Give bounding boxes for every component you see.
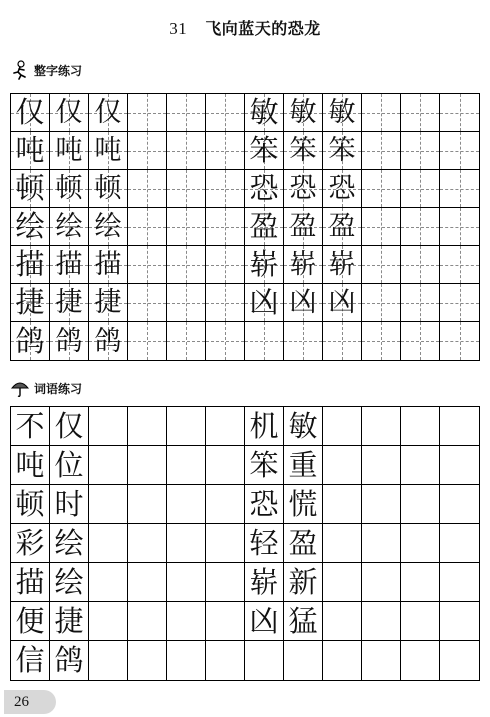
practice-cell xyxy=(11,208,50,246)
practice-character: 凶 xyxy=(249,285,279,319)
word-cell xyxy=(206,602,245,641)
word-cell xyxy=(167,602,206,641)
practice-cell xyxy=(440,170,479,208)
practice-cell xyxy=(50,170,89,208)
practice-character: 凶 xyxy=(328,287,356,318)
word-cell xyxy=(362,563,401,602)
word-cell xyxy=(362,446,401,485)
word-cell xyxy=(284,485,323,524)
practice-cell xyxy=(89,132,128,170)
practice-cell xyxy=(167,284,206,322)
practice-cell xyxy=(89,170,128,208)
word-cell xyxy=(50,485,89,524)
practice-cell xyxy=(50,132,89,170)
word-cell xyxy=(89,641,128,680)
practice-character: 鸽 xyxy=(15,323,45,358)
practice-cell xyxy=(284,284,323,322)
practice-cell xyxy=(206,322,245,360)
practice-character: 仅 xyxy=(55,97,83,128)
word-cell xyxy=(167,641,206,680)
practice-cell xyxy=(128,284,167,322)
word-cell xyxy=(11,641,50,680)
practice-character: 盈 xyxy=(289,211,317,242)
word-cell xyxy=(89,485,128,524)
practice-character: 崭 xyxy=(328,249,356,280)
practice-cell xyxy=(401,208,440,246)
word-character: 慌 xyxy=(288,486,318,521)
practice-cell xyxy=(362,132,401,170)
section-label: 词语练习 xyxy=(34,381,83,396)
practice-cell xyxy=(401,94,440,132)
char-practice-grid xyxy=(10,93,480,361)
word-character: 绘 xyxy=(54,564,84,599)
practice-character: 笨 xyxy=(289,135,317,166)
word-cell xyxy=(362,407,401,446)
word-cell xyxy=(323,641,362,680)
practice-cell xyxy=(50,322,89,360)
practice-cell xyxy=(50,246,89,284)
practice-cell xyxy=(323,94,362,132)
practice-character: 捷 xyxy=(94,287,122,318)
word-cell xyxy=(206,563,245,602)
word-character: 恐 xyxy=(249,486,279,521)
word-cell xyxy=(323,407,362,446)
word-character: 盈 xyxy=(288,525,318,560)
practice-character: 吨 xyxy=(55,135,83,166)
practice-cell xyxy=(245,246,284,284)
practice-cell xyxy=(323,284,362,322)
word-cell xyxy=(50,407,89,446)
word-cell xyxy=(167,407,206,446)
word-cell xyxy=(245,641,284,680)
practice-character: 恐 xyxy=(289,173,317,204)
word-character: 顿 xyxy=(15,486,45,521)
practice-cell xyxy=(128,170,167,208)
practice-character: 敏 xyxy=(289,97,317,128)
practice-cell xyxy=(11,170,50,208)
word-cell xyxy=(440,407,479,446)
word-cell xyxy=(440,563,479,602)
practice-character: 绘 xyxy=(55,211,83,242)
practice-character: 恐 xyxy=(249,171,279,205)
practice-cell xyxy=(362,284,401,322)
word-cell xyxy=(50,524,89,563)
word-cell xyxy=(323,563,362,602)
word-cell xyxy=(206,485,245,524)
practice-cell xyxy=(245,94,284,132)
word-cell xyxy=(440,485,479,524)
practice-character: 顿 xyxy=(15,171,45,205)
practice-character: 捷 xyxy=(15,285,45,319)
practice-cell xyxy=(440,94,479,132)
practice-cell xyxy=(50,94,89,132)
word-cell xyxy=(206,446,245,485)
word-cell xyxy=(401,485,440,524)
practice-cell xyxy=(50,284,89,322)
word-cell xyxy=(11,485,50,524)
practice-cell xyxy=(206,170,245,208)
practice-cell xyxy=(401,246,440,284)
word-cell xyxy=(50,563,89,602)
word-cell xyxy=(89,563,128,602)
word-character: 新 xyxy=(288,564,318,599)
practice-cell xyxy=(440,132,479,170)
practice-cell xyxy=(440,322,479,360)
practice-cell xyxy=(89,284,128,322)
practice-cell xyxy=(401,284,440,322)
word-cell xyxy=(401,641,440,680)
word-cell xyxy=(11,602,50,641)
practice-cell xyxy=(11,246,50,284)
word-cell xyxy=(323,602,362,641)
word-cell xyxy=(284,446,323,485)
word-cell xyxy=(245,407,284,446)
practice-cell xyxy=(128,132,167,170)
word-cell xyxy=(245,563,284,602)
practice-character: 盈 xyxy=(249,209,279,243)
practice-cell xyxy=(284,322,323,360)
word-cell xyxy=(50,602,89,641)
section-label: 整字练习 xyxy=(34,63,83,78)
practice-cell xyxy=(284,208,323,246)
practice-cell xyxy=(11,94,50,132)
word-cell xyxy=(128,524,167,563)
word-cell xyxy=(128,407,167,446)
practice-character: 崭 xyxy=(249,247,279,281)
word-character: 鸽 xyxy=(54,643,84,677)
word-character: 仅 xyxy=(54,408,84,443)
practice-cell xyxy=(206,284,245,322)
word-cell xyxy=(128,641,167,680)
word-cell xyxy=(245,602,284,641)
practice-cell xyxy=(11,284,50,322)
practice-character: 凶 xyxy=(289,287,317,318)
section-header-word-practice xyxy=(10,378,82,398)
word-cell xyxy=(89,407,128,446)
page-number: 26 xyxy=(4,690,56,714)
practice-character: 绘 xyxy=(94,211,122,242)
practice-cell xyxy=(323,170,362,208)
practice-cell xyxy=(401,132,440,170)
word-character: 彩 xyxy=(15,525,45,560)
word-cell xyxy=(323,485,362,524)
practice-cell xyxy=(89,322,128,360)
practice-cell xyxy=(89,246,128,284)
word-character: 绘 xyxy=(54,525,84,560)
practice-cell xyxy=(167,322,206,360)
word-cell xyxy=(245,446,284,485)
word-cell xyxy=(245,485,284,524)
practice-character: 鸽 xyxy=(94,325,122,357)
practice-character: 顿 xyxy=(94,173,122,204)
practice-character: 恐 xyxy=(328,173,356,204)
word-cell xyxy=(128,563,167,602)
word-character: 机 xyxy=(249,408,279,443)
practice-character: 绘 xyxy=(15,209,45,243)
practice-character: 笨 xyxy=(249,133,279,167)
practice-cell xyxy=(323,322,362,360)
word-cell xyxy=(440,446,479,485)
word-cell xyxy=(284,407,323,446)
practice-cell xyxy=(206,246,245,284)
word-cell xyxy=(50,446,89,485)
section-header-char-practice xyxy=(10,60,82,80)
word-cell xyxy=(284,563,323,602)
practice-character: 敏 xyxy=(249,95,279,129)
word-character: 描 xyxy=(15,564,45,599)
word-cell xyxy=(89,602,128,641)
practice-character: 顿 xyxy=(55,173,83,204)
practice-character: 崭 xyxy=(289,249,317,280)
word-cell xyxy=(284,641,323,680)
runner-icon xyxy=(10,60,30,80)
practice-cell xyxy=(245,170,284,208)
umbrella-icon xyxy=(10,378,30,398)
word-cell xyxy=(245,524,284,563)
word-cell xyxy=(440,641,479,680)
word-cell xyxy=(89,446,128,485)
practice-cell xyxy=(401,322,440,360)
word-character: 捷 xyxy=(54,603,84,638)
practice-character: 敏 xyxy=(328,97,356,128)
word-character: 信 xyxy=(15,643,45,677)
word-character: 凶 xyxy=(249,603,279,638)
word-character: 位 xyxy=(54,447,84,482)
practice-cell xyxy=(167,170,206,208)
practice-cell xyxy=(440,246,479,284)
practice-cell xyxy=(245,284,284,322)
practice-cell xyxy=(284,94,323,132)
lesson-title: 飞向蓝天的恐龙 xyxy=(205,19,321,38)
word-cell xyxy=(284,524,323,563)
word-cell xyxy=(440,602,479,641)
word-cell xyxy=(50,641,89,680)
practice-cell xyxy=(167,94,206,132)
practice-character: 吨 xyxy=(94,135,122,166)
practice-cell xyxy=(128,94,167,132)
word-cell xyxy=(128,602,167,641)
word-cell xyxy=(128,485,167,524)
practice-character: 吨 xyxy=(15,133,45,167)
word-cell xyxy=(167,563,206,602)
practice-cell xyxy=(362,246,401,284)
word-cell xyxy=(11,446,50,485)
practice-cell xyxy=(50,208,89,246)
word-character: 笨 xyxy=(249,447,279,482)
word-cell xyxy=(11,524,50,563)
practice-cell xyxy=(284,246,323,284)
word-character: 不 xyxy=(15,408,45,443)
page-title xyxy=(0,16,490,39)
word-cell xyxy=(323,524,362,563)
word-cell xyxy=(167,485,206,524)
practice-cell xyxy=(89,94,128,132)
practice-cell xyxy=(401,170,440,208)
practice-cell xyxy=(362,170,401,208)
word-character: 猛 xyxy=(288,603,318,638)
practice-character: 描 xyxy=(94,249,122,280)
practice-cell xyxy=(128,208,167,246)
practice-cell xyxy=(89,208,128,246)
word-cell xyxy=(284,602,323,641)
practice-cell xyxy=(167,132,206,170)
practice-cell xyxy=(323,132,362,170)
word-cell xyxy=(206,641,245,680)
practice-cell xyxy=(362,208,401,246)
word-character: 敏 xyxy=(288,408,318,443)
practice-cell xyxy=(440,208,479,246)
practice-cell xyxy=(245,132,284,170)
word-practice-grid xyxy=(10,406,480,681)
practice-cell xyxy=(284,132,323,170)
practice-cell xyxy=(128,246,167,284)
practice-cell xyxy=(167,208,206,246)
word-character: 轻 xyxy=(249,525,279,560)
word-cell xyxy=(362,602,401,641)
word-cell xyxy=(362,524,401,563)
practice-cell xyxy=(284,170,323,208)
word-cell xyxy=(401,602,440,641)
word-cell xyxy=(362,641,401,680)
practice-character: 描 xyxy=(15,247,45,281)
word-cell xyxy=(167,524,206,563)
practice-cell xyxy=(245,322,284,360)
word-cell xyxy=(206,524,245,563)
practice-cell xyxy=(440,284,479,322)
practice-character: 鸽 xyxy=(55,325,83,357)
practice-cell xyxy=(206,132,245,170)
word-cell xyxy=(89,524,128,563)
practice-cell xyxy=(206,94,245,132)
word-character: 崭 xyxy=(249,564,279,599)
practice-cell xyxy=(362,322,401,360)
word-character: 吨 xyxy=(15,447,45,482)
practice-character: 捷 xyxy=(55,287,83,318)
word-cell xyxy=(440,524,479,563)
word-cell xyxy=(128,446,167,485)
practice-cell xyxy=(11,322,50,360)
practice-character: 仅 xyxy=(94,97,122,128)
practice-cell xyxy=(128,322,167,360)
word-character: 便 xyxy=(15,603,45,638)
practice-cell xyxy=(245,208,284,246)
word-cell xyxy=(401,524,440,563)
word-cell xyxy=(11,563,50,602)
practice-character: 描 xyxy=(55,249,83,280)
word-character: 重 xyxy=(288,447,318,482)
word-cell xyxy=(401,563,440,602)
practice-cell xyxy=(323,208,362,246)
practice-cell xyxy=(323,246,362,284)
practice-cell xyxy=(206,208,245,246)
word-cell xyxy=(167,446,206,485)
word-character: 时 xyxy=(54,486,84,521)
word-cell xyxy=(362,485,401,524)
word-cell xyxy=(206,407,245,446)
word-cell xyxy=(401,407,440,446)
practice-cell xyxy=(362,94,401,132)
practice-character: 仅 xyxy=(15,95,45,129)
word-cell xyxy=(323,446,362,485)
practice-character: 盈 xyxy=(328,211,356,242)
practice-cell xyxy=(167,246,206,284)
practice-character: 笨 xyxy=(328,135,356,166)
word-cell xyxy=(401,446,440,485)
lesson-number: 31 xyxy=(169,19,188,38)
practice-cell xyxy=(11,132,50,170)
word-cell xyxy=(11,407,50,446)
